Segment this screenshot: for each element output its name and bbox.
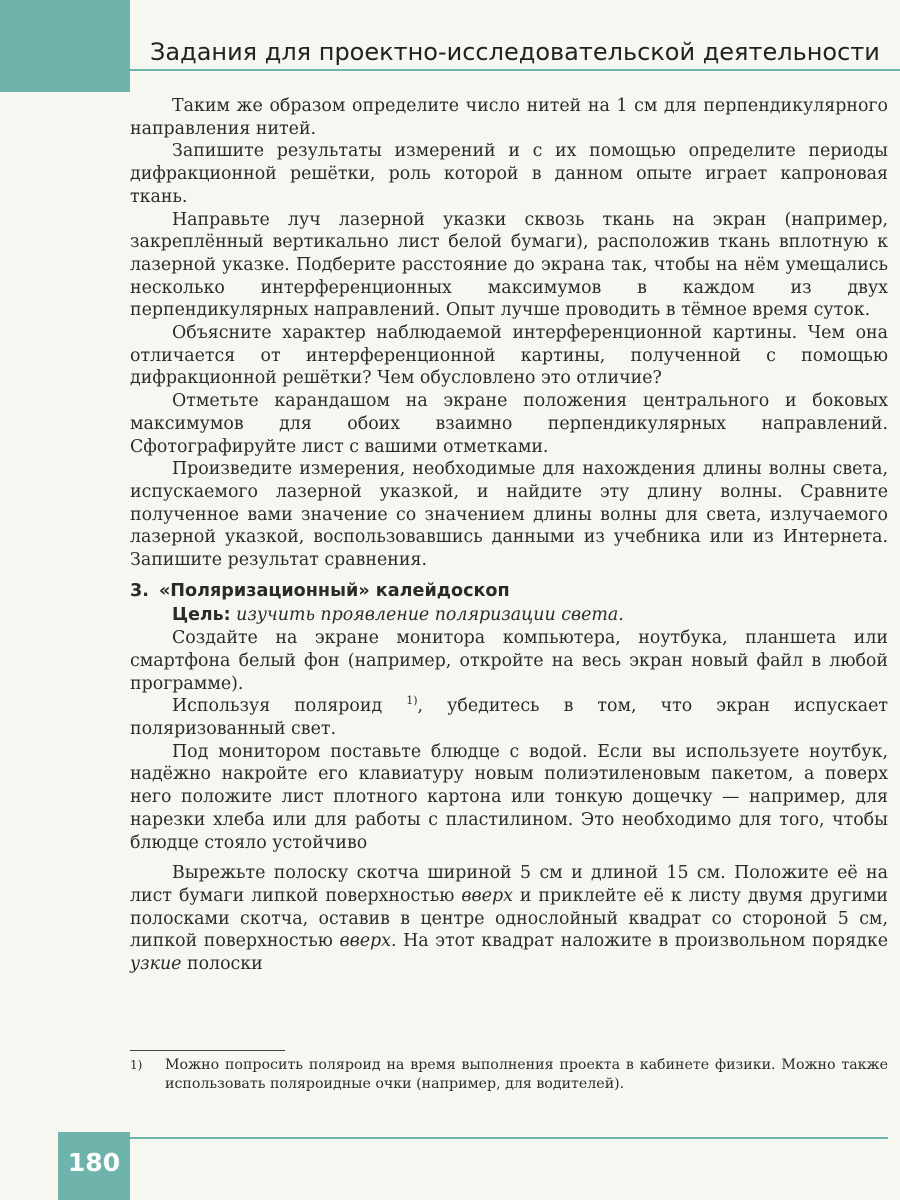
paragraph: Под монитором поставьте блюдце с водой. Если вы используете ноутбук, надёжно накройте его клавиатуру новым полиэтиленовым пакетом, а поверх него положите лист плотного картона или тонкую дощечку — например, для нарезки хлеба или для работы с пластилином. Это необходимо для того, чтобы блюдце стояло устойчиво [130,741,888,853]
page-number-block [58,1132,130,1200]
paragraph [130,862,888,976]
footnote-rule [130,1050,285,1051]
text-segment: , убедитесь в том, что экран испускает поляризованный свет. [130,696,888,739]
text-segment: Используя поляроид [172,696,383,717]
emphasis: узкие [130,954,182,975]
paragraph [130,695,888,740]
footnote-mark: 1) [130,1058,143,1072]
goal-text: изучить проявление поляризации света. [236,605,624,626]
paragraph: Создайте на экране монитора компьютера, ноутбука, планшета или смартфона белый фон (например, откройте на весь экран новый файл в любой программе). [130,628,888,694]
footnote [130,1056,888,1093]
paragraph: Отметьте карандашом на экране положения центрального и боковых максимумов для обоих взаимно перпендикулярных направлений. Сфотографируйте лист с вашими отметками. [130,391,888,457]
goal-label: Цель: [172,605,231,626]
text-segment: . На этот квадрат наложите в произвольном порядке [390,931,888,952]
paragraph: Запишите результаты измерений и с их помощью определите периоды дифракционной решётки, роль которой в данном опыте играет капроновая ткань. [130,141,888,207]
footer-rule [130,1137,888,1139]
text-segment: полоски [181,954,263,975]
header-rule [130,69,900,71]
text-segment: и приклейте её к листу двумя другими полосками скотча, оставив в центре однослойный квадрат со стороной 5 см, липкой поверхностью [130,885,889,952]
paragraph: Объясните характер наблюдаемой интерференционной картины. Чем она отличается от интерференционной картины, полученной с помощью дифракционной решётки? Чем обусловлено это отличие? [130,323,888,389]
footnote-ref: 1) [406,694,418,708]
page-header-title: Задания для проектно-исследовательской деятельности [150,38,880,66]
section-title: «Поляризационный» калейдоскоп [158,580,510,601]
emphasis: вверх [339,931,391,952]
page-number: 180 [67,1148,121,1177]
section-heading [130,580,888,603]
paragraph: Таким же образом определите число нитей на 1 см для перпендикулярного направления нитей. [130,96,888,139]
main-text [130,95,888,976]
paragraph: Произведите измерения, необходимые для нахождения длины волны света, испускаемого лазерной указкой, и найдите эту длину волны. Сравните полученное вами значение со значением длины волны для света, излучаемого лазерной указкой, воспользовавшись данными из учебника или из Интернета. Запишите результат сравнения. [130,459,888,571]
goal-paragraph [130,604,888,627]
paragraph: Направьте луч лазерной указки сквозь ткань на экран (например, закреплённый вертикально лист белой бумаги), расположив ткань вплотную к лазерной указке. Подберите расстояние до экрана так, чтобы на нём умещались несколько интерференционных максимумов в каждом из двух перпендикулярных направлений. Опыт лучше проводить в тёмное время суток. [130,209,888,321]
footnote-text: Можно попросить поляроид на время выполнения проекта в кабинете физики. Можно также использовать поляроидные очки (например, для водителей). [165,1057,888,1092]
section-number: 3. [130,580,149,601]
text-segment: Вырежьте полоску скотча шириной 5 см и длиной 15 см. Положите её на лист бумаги липкой поверхностью [130,863,888,906]
emphasis: вверх [461,885,513,906]
header-accent-block [0,0,130,92]
